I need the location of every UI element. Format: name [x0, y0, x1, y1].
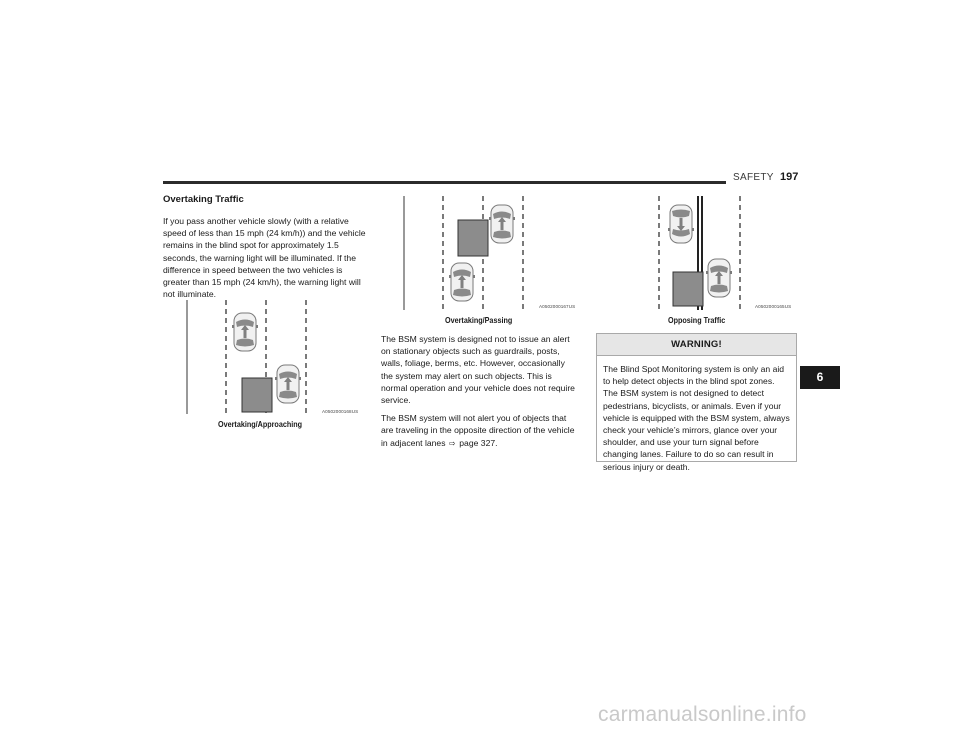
figure-caption: Overtaking/Approaching [218, 419, 303, 429]
figure-code: A0502000165US [755, 304, 792, 309]
opposite-direction-text: The BSM system will not alert you of objects that are traveling in the opposite direction of the vehicle in adjacent lanes [381, 413, 575, 448]
opposite-direction-paragraph [381, 412, 579, 450]
figure-code: A0502000167US [539, 304, 576, 309]
figure-overtaking-approaching [186, 298, 366, 429]
warning-text: The Blind Spot Monitoring system is only an aid to help detect objects in the blind spot zones. The BSM system is not designed to detect pedestrians, bicyclists, or animals. Even if your vehicle is equipped with the BSM system, always check your vehicle’s mirrors, glance over your shoulder, and use your turn signal before changing lanes. Failure to do so can result in serious injury or death. [603, 364, 790, 472]
arrow-right-icon: ⇨ [449, 438, 456, 448]
middle-column [381, 333, 579, 456]
figure-caption: Opposing Traffic [668, 315, 726, 325]
stationary-objects-paragraph: The BSM system is designed not to issue an alert on stationary objects such as guardrails, posts, walls, foliage, berms, etc. However, occasionally the system may alert on such objects. This is normal operation and your vehicle does not require service. [381, 334, 575, 406]
header-rule [163, 181, 726, 184]
warning-title: WARNING! [597, 334, 796, 356]
section-heading: Overtaking Traffic [163, 194, 244, 205]
overtaking-paragraph: If you pass another vehicle slowly (with a relative speed of less than 15 mph (24 km/h)) and the vehicle remains in the blind spot for approximately 1.5 seconds, the warning light will be illuminated. If the difference in speed between the two vehicles is greater than 15 mph (24 km/h), the warning light will not illuminate. [163, 216, 366, 300]
figure-code: A0502000168US [322, 409, 359, 414]
page-reference-link[interactable]: page 327. [459, 437, 498, 448]
figure-caption: Overtaking/Passing [445, 315, 513, 325]
page-number: 197 [780, 171, 799, 183]
section-name: SAFETY [733, 172, 774, 183]
figure-opposing-traffic [630, 194, 798, 325]
watermark: carmanualsonline.info [598, 703, 807, 726]
figure-overtaking-passing [403, 194, 579, 325]
warning-box [596, 333, 797, 472]
left-column [163, 194, 368, 306]
chapter-tab: 6 [800, 366, 840, 389]
